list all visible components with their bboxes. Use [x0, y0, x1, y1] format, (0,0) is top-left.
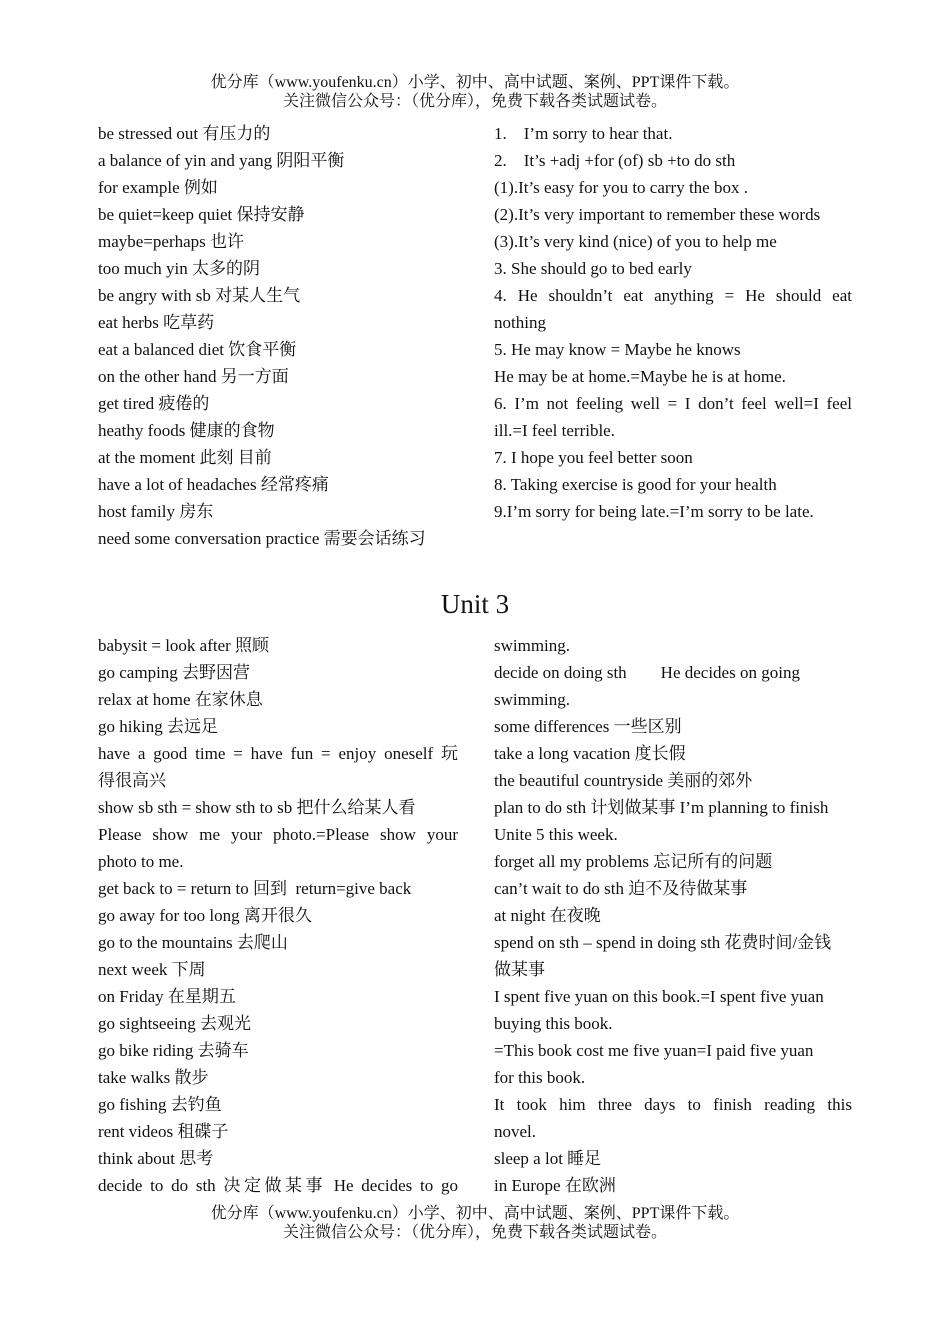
phrase-line: at the moment 此刻 目前	[98, 448, 272, 467]
phrase-line: next week 下周	[98, 960, 206, 979]
phrase-line: in Europe 在欧洲	[494, 1176, 616, 1195]
phrase-line: decide to do sth 决定做某事 He decides to go	[98, 1176, 458, 1195]
phrase-line: eat herbs 吃草药	[98, 313, 215, 332]
sentence-line: ill.=I feel terrible.	[494, 421, 615, 440]
phrase-line: think about 思考	[98, 1149, 214, 1168]
sentence-line: 7. I hope you feel better soon	[494, 448, 693, 467]
phrase-line: be angry with sb 对某人生气	[98, 286, 301, 305]
phrase-line: have a good time = have fun = enjoy oneself 玩	[98, 744, 458, 763]
phrase-line: some differences 一些区别	[494, 717, 682, 736]
page-footer	[0, 1204, 950, 1242]
phrase-line: swimming.	[494, 690, 571, 709]
phrase-line: buying this book.	[494, 1014, 613, 1033]
phrase-line: too much yin 太多的阴	[98, 259, 260, 278]
phrase-line: Please show me your photo.=Please show your	[98, 825, 458, 844]
phrase-line: for this book.	[494, 1068, 586, 1087]
phrase-line: eat a balanced diet 饮食平衡	[98, 340, 297, 359]
phrase-line: heathy foods 健康的食物	[98, 421, 275, 440]
phrase-line: at night 在夜晚	[494, 906, 601, 925]
phrase-line: decide on doing sth He decides on going	[494, 663, 800, 682]
sentence-line: 8. Taking exercise is good for your health	[494, 475, 777, 494]
phrase-line: maybe=perhaps 也许	[98, 232, 245, 251]
footer-line-1: 优分库（www.youfenku.cn）小学、初中、高中试题、案例、PPT课件下载。	[210, 1205, 740, 1222]
sentence-line: 6. I’m not feeling well = I don’t feel well=I feel	[494, 394, 852, 413]
sentence-line: 4. He shouldn’t eat anything = He should eat	[494, 286, 852, 305]
phrase-line: sleep a lot 睡足	[494, 1149, 602, 1168]
unit2-phrases-column	[98, 120, 460, 552]
phrase-line: go to the mountains 去爬山	[98, 933, 288, 952]
unit3-left-column	[98, 632, 458, 1199]
phrase-line: novel.	[494, 1122, 537, 1141]
phrase-line: get back to = return to 回到 return=give back	[98, 879, 412, 898]
phrase-line: I spent five yuan on this book.=I spent five yuan	[494, 987, 824, 1006]
phrase-line: show sb sth = show sth to sb 把什么给某人看	[98, 798, 416, 817]
phrase-line: =This book cost me five yuan=I paid five yuan	[494, 1041, 814, 1060]
phrase-line: babysit = look after 照顾	[98, 636, 270, 655]
phrase-line: photo to me.	[98, 852, 184, 871]
phrase-line: Unite 5 this week.	[494, 825, 618, 844]
phrase-line: relax at home 在家休息	[98, 690, 263, 709]
phrase-line: can’t wait to do sth 迫不及待做某事	[494, 879, 748, 898]
phrase-line: plan to do sth 计划做某事 I’m planning to finish	[494, 798, 829, 817]
phrase-line: go bike riding 去骑车	[98, 1041, 249, 1060]
phrase-line: swimming.	[494, 636, 571, 655]
sentence-line: (2).It’s very important to remember these words	[494, 205, 821, 224]
footer-line-2: 关注微信公众号：（优分库），免费下载各类试题试卷。	[282, 1224, 667, 1241]
unit-title: Unit 3	[440, 589, 510, 619]
phrase-line: a balance of yin and yang 阴阳平衡	[98, 151, 345, 170]
phrase-line: be quiet=keep quiet 保持安静	[98, 205, 305, 224]
sentence-line: 9.I’m sorry for being late.=I’m sorry to be late.	[494, 502, 814, 521]
phrase-line: go sightseeing 去观光	[98, 1014, 251, 1033]
phrase-line: spend on sth – spend in doing sth 花费时间/金钱	[494, 933, 832, 952]
phrase-line: take walks 散步	[98, 1068, 209, 1087]
phrase-line: go fishing 去钓鱼	[98, 1095, 222, 1114]
phrase-line: on Friday 在星期五	[98, 987, 236, 1006]
sentence-line: He may be at home.=Maybe he is at home.	[494, 367, 786, 386]
header-line-2: 关注微信公众号：（优分库），免费下载各类试题试卷。	[282, 93, 667, 110]
phrase-line: It took him three days to finish reading this	[494, 1095, 852, 1114]
phrase-line: for example 例如	[98, 178, 218, 197]
phrase-line: the beautiful countryside 美丽的郊外	[494, 771, 753, 790]
unit3-right-column	[494, 632, 852, 1199]
phrase-line: get tired 疲倦的	[98, 394, 210, 413]
phrase-line: forget all my problems 忘记所有的问题	[494, 852, 773, 871]
sentence-line: 3. She should go to bed early	[494, 259, 692, 278]
phrase-line: on the other hand 另一方面	[98, 367, 289, 386]
phrase-line: have a lot of headaches 经常疼痛	[98, 475, 329, 494]
phrase-line: rent videos 租碟子	[98, 1122, 229, 1141]
phrase-line: 得很高兴	[98, 771, 166, 790]
sentence-line: (3).It’s very kind (nice) of you to help me	[494, 232, 777, 251]
phrase-line: take a long vacation 度长假	[494, 744, 686, 763]
phrase-line: host family 房东	[98, 502, 214, 521]
phrase-line: go away for too long 离开很久	[98, 906, 312, 925]
phrase-line: go hiking 去远足	[98, 717, 218, 736]
phrase-line: be stressed out 有压力的	[98, 124, 271, 143]
phrase-line: 做某事	[494, 960, 545, 979]
page-header	[0, 73, 950, 111]
unit2-sentences-column	[494, 120, 852, 525]
phrase-line: need some conversation practice 需要会话练习	[98, 529, 426, 548]
sentence-line: 1. I’m sorry to hear that.	[494, 124, 673, 143]
sentence-line: 2. It’s +adj +for (of) sb +to do sth	[494, 151, 736, 170]
header-line-1: 优分库（www.youfenku.cn）小学、初中、高中试题、案例、PPT课件下载。	[210, 74, 740, 91]
phrase-line: go camping 去野因营	[98, 663, 251, 682]
sentence-line: nothing	[494, 313, 546, 332]
sentence-line: (1).It’s easy for you to carry the box .	[494, 178, 748, 197]
sentence-line: 5. He may know = Maybe he knows	[494, 340, 741, 359]
